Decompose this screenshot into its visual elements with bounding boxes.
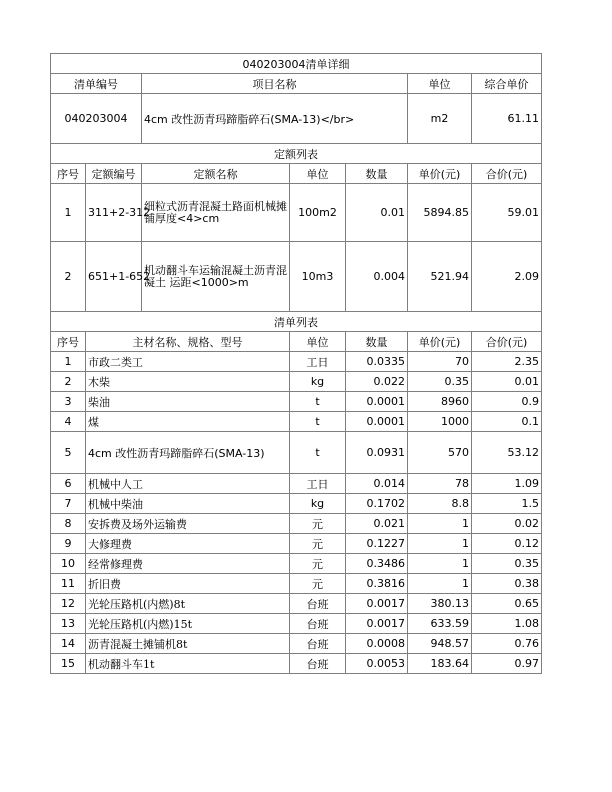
material-name: 机械中人工 — [86, 474, 290, 494]
quota-unit-price: 521.94 — [408, 242, 472, 312]
material-unit-price: 0.35 — [408, 372, 472, 392]
quota-unit-header: 单位 — [290, 164, 346, 184]
material-seq: 1 — [51, 352, 86, 372]
quota-name-header: 定额名称 — [142, 164, 290, 184]
material-qty: 0.0335 — [346, 352, 408, 372]
quota-name: 细粒式沥青混凝土路面机械摊铺厚度<4>cm — [142, 184, 290, 242]
material-unit: t — [290, 432, 346, 474]
quota-qty-header: 数量 — [346, 164, 408, 184]
material-seq: 11 — [51, 574, 86, 594]
material-unit-price: 948.57 — [408, 634, 472, 654]
material-qty: 0.0001 — [346, 392, 408, 412]
material-section-title: 清单列表 — [51, 312, 542, 332]
material-row — [51, 614, 542, 634]
material-unit: t — [290, 412, 346, 432]
quota-row — [51, 184, 542, 242]
material-unit-price: 380.13 — [408, 594, 472, 614]
material-unit: kg — [290, 372, 346, 392]
material-row — [51, 494, 542, 514]
quota-seq: 2 — [51, 242, 86, 312]
quota-unit-price: 5894.85 — [408, 184, 472, 242]
material-seq: 13 — [51, 614, 86, 634]
quota-code-header: 定额编号 — [86, 164, 142, 184]
material-name-header: 主材名称、规格、型号 — [86, 332, 290, 352]
material-qty: 0.0017 — [346, 594, 408, 614]
material-unit: 台班 — [290, 634, 346, 654]
material-name: 沥青混凝土摊铺机8t — [86, 634, 290, 654]
quota-unit: 10m3 — [290, 242, 346, 312]
quota-total: 2.09 — [472, 242, 542, 312]
material-qty: 0.0001 — [346, 412, 408, 432]
material-name: 市政二类工 — [86, 352, 290, 372]
material-unit: 台班 — [290, 614, 346, 634]
bill-code-header: 清单编号 — [51, 74, 142, 94]
material-unit-price-header: 单价(元) — [408, 332, 472, 352]
bill-code: 040203004 — [51, 94, 142, 144]
material-name: 大修理费 — [86, 534, 290, 554]
material-row — [51, 574, 542, 594]
material-total: 0.38 — [472, 574, 542, 594]
material-seq: 10 — [51, 554, 86, 574]
material-unit: 元 — [290, 574, 346, 594]
material-qty: 0.021 — [346, 514, 408, 534]
material-name: 柴油 — [86, 392, 290, 412]
material-qty: 0.0931 — [346, 432, 408, 474]
material-seq: 6 — [51, 474, 86, 494]
material-total: 53.12 — [472, 432, 542, 474]
material-unit-price: 1 — [408, 514, 472, 534]
material-unit-price: 1 — [408, 554, 472, 574]
material-total: 0.01 — [472, 372, 542, 392]
material-row — [51, 432, 542, 474]
material-unit-price: 8960 — [408, 392, 472, 412]
material-qty: 0.014 — [346, 474, 408, 494]
material-row — [51, 594, 542, 614]
material-seq: 3 — [51, 392, 86, 412]
material-unit-price: 633.59 — [408, 614, 472, 634]
material-row — [51, 474, 542, 494]
quota-seq-header: 序号 — [51, 164, 86, 184]
material-name: 经常修理费 — [86, 554, 290, 574]
material-qty: 0.3816 — [346, 574, 408, 594]
quota-row — [51, 242, 542, 312]
material-seq: 5 — [51, 432, 86, 474]
material-total: 0.9 — [472, 392, 542, 412]
material-total: 0.65 — [472, 594, 542, 614]
material-qty: 0.0017 — [346, 614, 408, 634]
quota-code: 311+2-312 — [86, 184, 142, 242]
material-seq: 2 — [51, 372, 86, 392]
material-row — [51, 352, 542, 372]
material-seq: 7 — [51, 494, 86, 514]
material-total: 0.35 — [472, 554, 542, 574]
material-name: 折旧费 — [86, 574, 290, 594]
quota-section-title: 定额列表 — [51, 144, 542, 164]
material-total: 1.08 — [472, 614, 542, 634]
material-total: 2.35 — [472, 352, 542, 372]
quota-qty: 0.01 — [346, 184, 408, 242]
material-qty: 0.022 — [346, 372, 408, 392]
bill-name: 4cm 改性沥青玛蹄脂碎石(SMA-13)</br> — [142, 94, 408, 144]
quota-seq: 1 — [51, 184, 86, 242]
material-total: 0.1 — [472, 412, 542, 432]
material-seq: 8 — [51, 514, 86, 534]
material-row — [51, 654, 542, 674]
material-total: 0.76 — [472, 634, 542, 654]
material-total: 1.5 — [472, 494, 542, 514]
material-qty: 0.1702 — [346, 494, 408, 514]
material-row — [51, 392, 542, 412]
quota-code: 651+1-652 — [86, 242, 142, 312]
material-unit-price: 183.64 — [408, 654, 472, 674]
material-qty: 0.3486 — [346, 554, 408, 574]
bill-price-header: 综合单价 — [472, 74, 542, 94]
material-unit: 台班 — [290, 654, 346, 674]
quota-name: 机动翻斗车运输混凝土沥青混凝土 运距<1000>m — [142, 242, 290, 312]
material-unit-price: 78 — [408, 474, 472, 494]
material-row — [51, 514, 542, 534]
material-seq: 12 — [51, 594, 86, 614]
material-row — [51, 372, 542, 392]
quota-unit: 100m2 — [290, 184, 346, 242]
table-title: 040203004清单详细 — [51, 54, 542, 74]
material-total-header: 合价(元) — [472, 332, 542, 352]
material-unit: 元 — [290, 554, 346, 574]
material-seq: 4 — [51, 412, 86, 432]
material-qty: 0.1227 — [346, 534, 408, 554]
material-unit: 工日 — [290, 352, 346, 372]
material-qty: 0.0008 — [346, 634, 408, 654]
material-name: 光轮压路机(内燃)8t — [86, 594, 290, 614]
material-unit-price: 1 — [408, 534, 472, 554]
material-unit-price: 570 — [408, 432, 472, 474]
material-total: 0.12 — [472, 534, 542, 554]
material-seq: 15 — [51, 654, 86, 674]
material-unit: t — [290, 392, 346, 412]
material-total: 0.02 — [472, 514, 542, 534]
material-qty: 0.0053 — [346, 654, 408, 674]
material-name: 木柴 — [86, 372, 290, 392]
material-unit-price: 8.8 — [408, 494, 472, 514]
material-row — [51, 634, 542, 654]
material-row — [51, 554, 542, 574]
material-unit-header: 单位 — [290, 332, 346, 352]
quota-qty: 0.004 — [346, 242, 408, 312]
material-unit-price: 1 — [408, 574, 472, 594]
material-seq: 14 — [51, 634, 86, 654]
material-total: 0.97 — [472, 654, 542, 674]
material-unit: kg — [290, 494, 346, 514]
material-total: 1.09 — [472, 474, 542, 494]
material-name: 光轮压路机(内燃)15t — [86, 614, 290, 634]
quota-unit-price-header: 单价(元) — [408, 164, 472, 184]
bill-unit-header: 单位 — [408, 74, 472, 94]
material-qty-header: 数量 — [346, 332, 408, 352]
material-unit: 工日 — [290, 474, 346, 494]
material-name: 机械中柴油 — [86, 494, 290, 514]
material-unit: 元 — [290, 534, 346, 554]
bill-name-header: 项目名称 — [142, 74, 408, 94]
material-unit-price: 70 — [408, 352, 472, 372]
bill-price: 61.11 — [472, 94, 542, 144]
material-name: 4cm 改性沥青玛蹄脂碎石(SMA-13) — [86, 432, 290, 474]
material-unit: 元 — [290, 514, 346, 534]
material-unit-price: 1000 — [408, 412, 472, 432]
quota-total: 59.01 — [472, 184, 542, 242]
bill-detail-table — [50, 53, 542, 674]
material-unit: 台班 — [290, 594, 346, 614]
quota-total-header: 合价(元) — [472, 164, 542, 184]
material-seq: 9 — [51, 534, 86, 554]
material-name: 机动翻斗车1t — [86, 654, 290, 674]
material-row — [51, 412, 542, 432]
material-seq-header: 序号 — [51, 332, 86, 352]
material-name: 煤 — [86, 412, 290, 432]
material-row — [51, 534, 542, 554]
bill-unit: m2 — [408, 94, 472, 144]
material-name: 安拆费及场外运输费 — [86, 514, 290, 534]
